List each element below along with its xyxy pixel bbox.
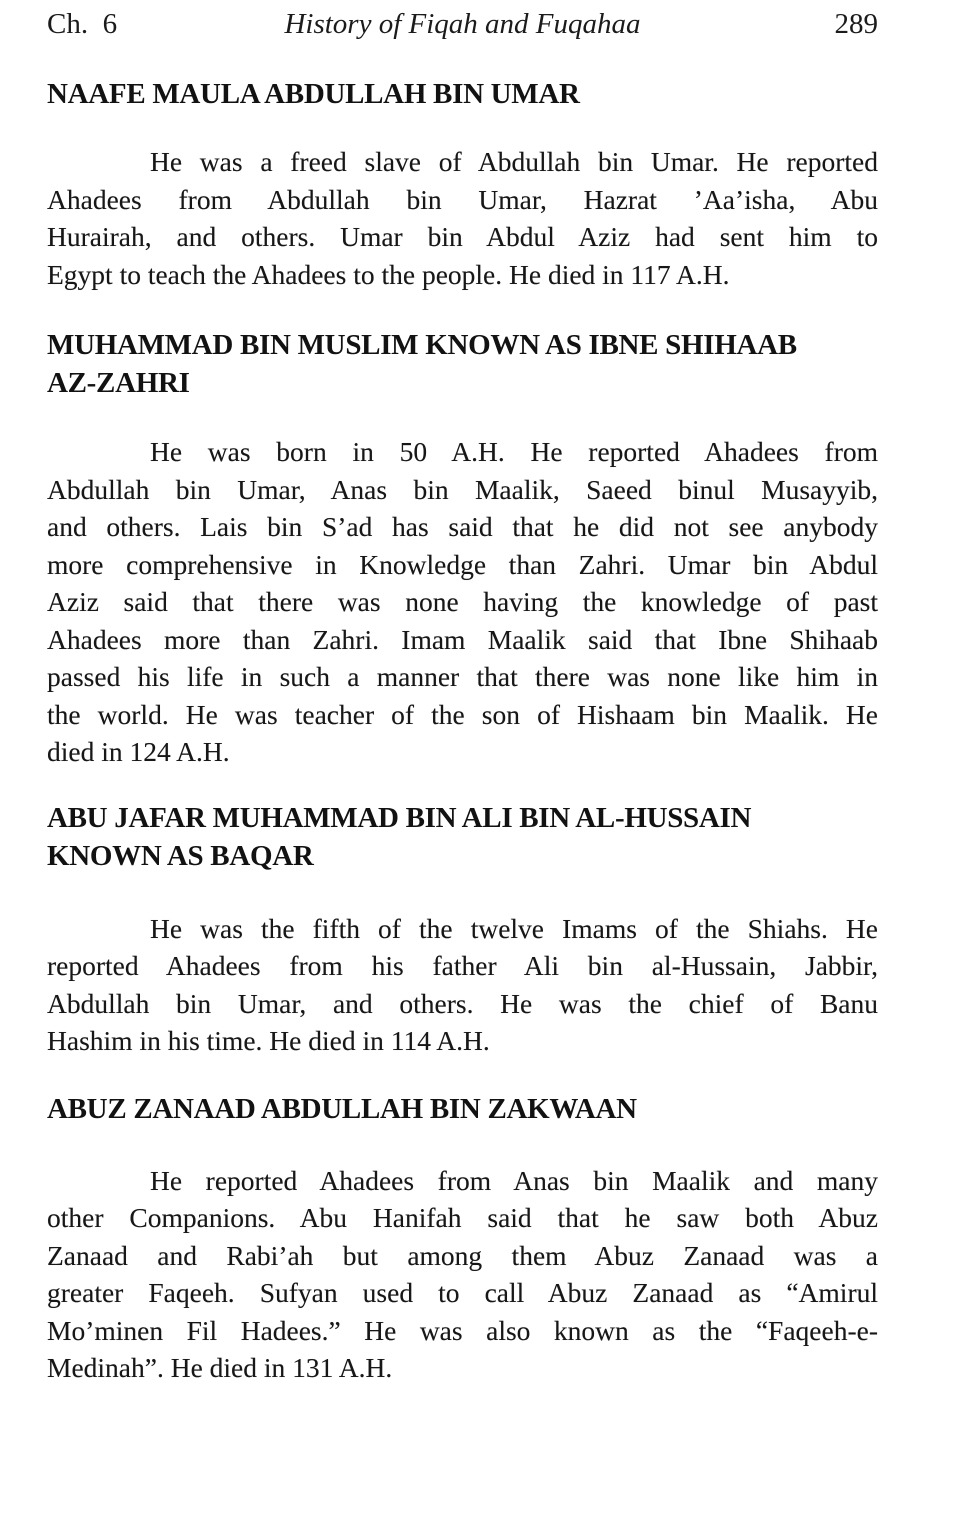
text-line: AZ-ZAHRI <box>47 367 190 399</box>
text-line: NAAFE MAULA ABDULLAH BIN UMAR <box>47 78 580 110</box>
text-line: He was born in 50 A.H. He reported Ahadees from <box>150 436 878 467</box>
text-line: reported Ahadees from his father Ali bin al-Hussain, Jabbir, <box>47 950 878 981</box>
section-heading-abuz-zanaad-abdullah-bin-zakwaan <box>47 1090 878 1128</box>
text-line: and others. Lais bin S’ad has said that he did not see anybody <box>47 511 878 542</box>
text-line: Abdullah bin Umar, and others. He was the chief of Banu <box>47 987 878 1019</box>
section-paragraph <box>47 433 878 771</box>
text-line: other Companions. Abu Hanifah said that he saw both Abuz <box>47 1202 878 1233</box>
book-title: History of Fiqah and Fuqahaa <box>284 8 641 40</box>
text-line: ABU JAFAR MUHAMMAD BIN ALI BIN AL-HUSSAIN <box>47 801 752 834</box>
text-line: Hurairah, and others. Umar bin Abdul Aziz had sent him to <box>47 221 878 252</box>
text-line: KNOWN AS BAQAR <box>47 839 314 872</box>
text-line: Ahadees from Abdullah bin Umar, Hazrat ’Aa’isha, Abu <box>47 183 878 215</box>
page-number: 289 <box>834 8 878 40</box>
text-line: He was the fifth of the twelve Imams of the Shiahs. He <box>150 912 878 944</box>
section-paragraph <box>47 143 878 293</box>
text-line: ABUZ ZANAAD ABDULLAH BIN ZAKWAAN <box>47 1092 637 1125</box>
text-line: MUHAMMAD BIN MUSLIM KNOWN AS IBNE SHIHAAB <box>47 329 797 361</box>
text-line: He was a freed slave of Abdullah bin Umar. He reported <box>150 146 878 177</box>
text-line: died in 124 A.H. <box>47 736 230 767</box>
text-line: Abdullah bin Umar, Anas bin Maalik, Saeed binul Musayyib, <box>47 473 878 505</box>
text-line: more comprehensive in Knowledge than Zahri. Umar bin Abdul <box>47 548 878 580</box>
text-line: the world. He was teacher of the son of Hishaam bin Maalik. He <box>47 698 878 730</box>
text-line: Egypt to teach the Ahadees to the people. He died in 117 A.H. <box>47 258 730 290</box>
text-line: Aziz said that there was none having the knowledge of past <box>47 586 878 617</box>
text-line: Ahadees more than Zahri. Imam Maalik said that Ibne Shihaab <box>47 623 878 655</box>
running-header <box>47 6 878 42</box>
section-heading-naafe-maula-abdullah-bin-umar <box>47 75 878 113</box>
section-heading-abu-jafar-muhammad-bin-ali-baqar <box>47 799 878 875</box>
text-line: Mo’minen Fil Hadees.” He was also known as the “Faqeeh-e- <box>47 1314 878 1346</box>
text-line: greater Faqeeh. Sufyan used to call Abuz Zanaad as “Amirul <box>47 1277 878 1308</box>
text-line: passed his life in such a manner that there was none like him in <box>47 661 878 692</box>
section-paragraph <box>47 910 878 1060</box>
text-line: Medinah”. He died in 131 A.H. <box>47 1352 393 1383</box>
text-line: Zanaad and Rabi’ah but among them Abuz Zanaad was a <box>47 1239 878 1271</box>
text-line: He reported Ahadees from Anas bin Maalik and many <box>150 1164 878 1196</box>
section-heading-muhammad-bin-muslim-ibne-shihaab-az-zahri <box>47 326 878 402</box>
chapter-label: Ch. 6 <box>47 8 118 40</box>
text-line: Hashim in his time. He died in 114 A.H. <box>47 1025 490 1056</box>
section-paragraph <box>47 1162 878 1387</box>
